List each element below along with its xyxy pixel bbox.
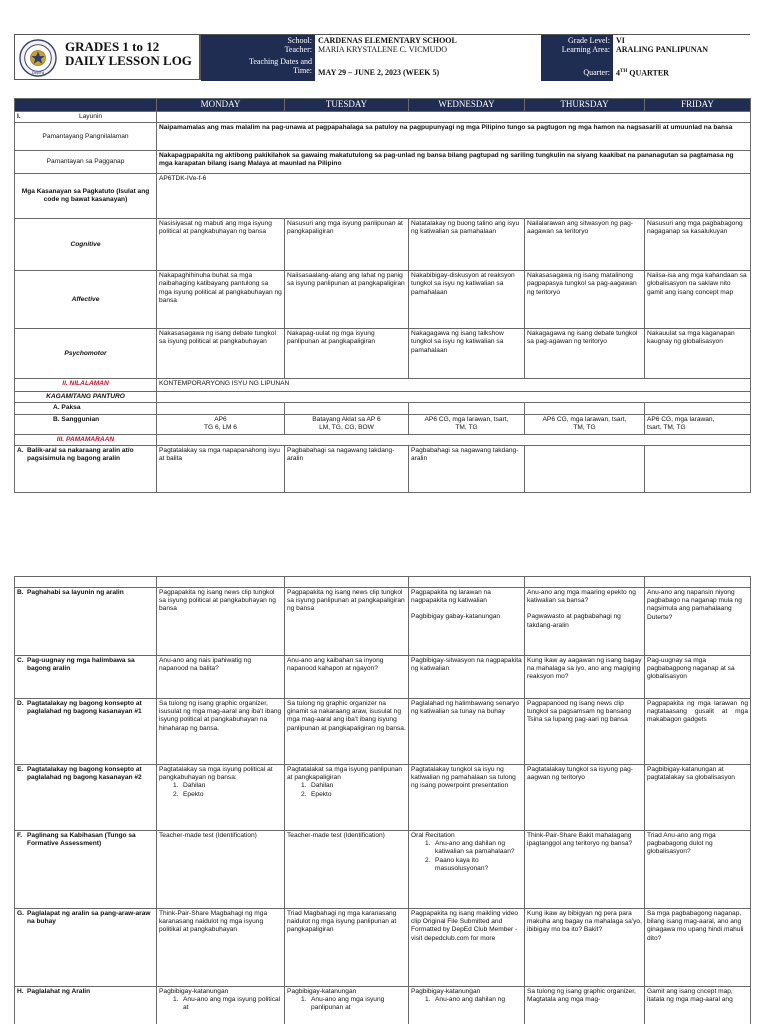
pagtatalakay-2-monday-text: Pagtatalakay sa mga isyung political at pangkabuhayan ng bansa: [159, 766, 273, 782]
row-affective [15, 271, 751, 329]
balik-aral-thursday [525, 445, 645, 492]
row-pamantayang-pangnilalaman [15, 123, 751, 151]
kasanayan-code: AP6TDK-IVe-f-6 [157, 174, 751, 219]
row-psychomotor [15, 329, 751, 379]
pagtatalakay-2-monday-list [173, 782, 282, 798]
row-pag-uugnay [15, 656, 751, 699]
affective-tuesday: Naiisasaalang-alang ang lahat ng panig sa isyung panlipunan at pangkapaligiran [285, 271, 409, 329]
list-item-text: Paano kaya ito masusolusyonan? [435, 856, 489, 872]
layunin-num: I. [17, 113, 21, 120]
dates-label [201, 55, 315, 81]
pagtatalakay-2-text: Pagtatalakay ng bagong konsepto at paglalahad ng bagong kasanayan #2 [27, 766, 142, 782]
deped-seal-icon [19, 39, 57, 77]
list-item: 2. Paano kaya ito masusolusyonan? [425, 856, 489, 872]
balik-aral-wednesday: Pagbabahagi sa nagawang takdang-aralin [409, 445, 525, 492]
paghahabi-thursday-b: Pagwawasto at pagbabahagi ng takdang-aralin [527, 613, 621, 629]
area-value: ARALING PANLIPUNAN [613, 44, 751, 55]
balik-aral-text: Balik-aral sa nakaraang aralin at/o pagsisimula ng bagong aralin [27, 446, 134, 463]
page2-top-row [15, 577, 751, 588]
cognitive-thursday: Nailalarawan ang sitwasyon ng pag-aagawan sa teritoryo [525, 219, 645, 271]
pagtatalakay-1-monday: Sa tulong ng isang graphic organizer, isusulat ng mga mag-aaral ang iba't ibang isyung political at pangkabuhayan na hinaharap ng bansa. [157, 699, 285, 765]
page2-top-cell-4 [525, 577, 645, 588]
sanggunian-label: B. Sanggunian [15, 414, 157, 434]
sanggunian-wednesday-l1: AP6 CG, mga larawan, tsart, [424, 415, 509, 423]
cognitive-wednesday: Natatalakay ng buong talino ang isyu ng katiwalian sa pamahalaan [409, 219, 525, 271]
day-thursday: THURSDAY [525, 99, 645, 112]
pamantayang-pangnilalaman-text: Naipamamalas ang mas malalim na pag-unawa at pagpapahalaga sa patuloy na pagpupunyagi ng mga Pilipino tungo sa pagtugon ng mga hamon na nagsasarili at umuunlad na bansa [157, 123, 751, 151]
sanggunian-friday [645, 414, 751, 434]
list-item: 1. Anu-ano ang dahilan ng [425, 996, 506, 1004]
sanggunian-monday [157, 414, 285, 434]
area-label: Learning Area: [541, 44, 613, 55]
paglalahat-tuesday [285, 987, 409, 1024]
affective-thursday: Nakasasagawa ng isang matalinong pagpapasya tungkol sa pag-aagawan ng teritoryo [525, 271, 645, 329]
list-item-text: Epekto [183, 790, 204, 798]
row-pamamaraan [15, 434, 751, 445]
affective-friday: Naiisa-isa ang mga kahandaan sa globalisasyon na saklaw nito gamit ang isang concept map [645, 271, 751, 329]
balik-aral-friday [645, 445, 751, 492]
pag-uugnay-friday: Pag-uugnay sa mga pagbabagpong naganap at sa globalisasyon [645, 656, 751, 699]
kasanayan-label: Mga Kasanayan sa Pagkatuto (Isulat ang code ng bawat kasanayan) [15, 174, 157, 219]
sanggunian-monday-l1: AP6 [214, 415, 227, 423]
sanggunian-tuesday-l2: LM, TG, CG, BOW [319, 423, 374, 431]
row-sanggunian [15, 414, 751, 434]
paksa-thursday [525, 403, 645, 414]
paglinang-monday: Teacher-made test (Identification) [157, 831, 285, 909]
row-layunin [15, 112, 751, 123]
grade-label: Grade Level: [541, 35, 613, 44]
pagtatalakay-2-label [15, 765, 157, 831]
sanggunian-thursday [525, 414, 645, 434]
list-item: 1. Anu-ano ang dahilan ng katiwalian sa pamahalaan? [425, 840, 515, 856]
sanggunian-wednesday-l2: TM, TG [455, 423, 478, 431]
list-item: 1. Anu-ano ang mga isyung panlipunan at [301, 996, 385, 1012]
pag-uugnay-text: Pag-uugnay ng mga halimbawa sa bagong aralin [27, 657, 135, 673]
paksa-tuesday [285, 403, 409, 414]
layunin-cell [15, 112, 157, 123]
paglinang-wednesday-text: Oral Recitation [411, 832, 455, 839]
psychomotor-friday: Nakauulat sa mga kaganapan kaugnay ng globalisasyon [645, 329, 751, 379]
dll-table-page1 [14, 98, 751, 493]
paglalahat-wednesday-text: Pagbibigay-katanungan [411, 988, 481, 995]
paglalahat-tuesday-text: Pagbibigay-katanungan [287, 988, 357, 995]
list-item-text: Dahilan [311, 782, 334, 790]
paglalapat-tuesday: Triad Magbahagi ng mga karanasang naidulot ng mga isyung panlipunan at pangkapaligiran [285, 909, 409, 987]
pagtatalakay-2-tuesday-list [301, 782, 406, 798]
dates-label-line2: Time: [293, 66, 312, 75]
nilalaman-text: KONTEMPORARYONG ISYU NG LIPUNAN [157, 379, 751, 392]
pagtatalakay-1-label [15, 699, 157, 765]
pag-uugnay-wednesday: Pagbibigay-sitwasyon na nagpapakita ng katiwalian [409, 656, 525, 699]
paglalapat-text: Paglalapat ng aralin sa pang-araw-araw na buhay [27, 910, 151, 926]
pagtatalakay-2-tuesday [285, 765, 409, 831]
paglalapat-monday: Think-Pair-Share Magbahagi ng mga karanasang naidulot ng mga isyung politikal at pangkabuhayan [157, 909, 285, 987]
pagtatalakay-1-letter: D. [17, 700, 24, 707]
paghahabi-thursday-a: Anu-ano ang mga maaring epekto ng katiwalian sa bansa? [527, 589, 636, 605]
list-item-text: Anu-ano ang dahilan ng [435, 996, 506, 1004]
row-paglalahat [15, 987, 751, 1024]
row-pamantayan-pagganap [15, 151, 751, 174]
kagamitan-label: KAGAMITANG PANTURO [15, 392, 157, 403]
row-paglalapat [15, 909, 751, 987]
paglalahat-monday-text: Pagbibigay-katanungan [159, 988, 229, 995]
pagtatalakay-2-tuesday-text: Pagtatalakat sa mga isyung panlipunan at pangkapaligiran [287, 766, 403, 782]
pagtatalakay-1-thursday: Pagpapanood ng isang news clip tungkol sa pagsamsam ng bansang Tsina sa lupang pag-aari ng bansa [525, 699, 645, 765]
paglalahat-monday-list [173, 996, 282, 1012]
pag-uugnay-letter: C. [17, 657, 24, 664]
page2-top-cell-3 [409, 577, 525, 588]
row-pagtatalakay-1 [15, 699, 751, 765]
paglalapat-wednesday: Pagpapakita ng isang maikling video clip Original File Submitted and Formatted by DepEd Club Member - visit depedclub.com for more [409, 909, 525, 987]
sanggunian-friday-l2: tsart, TM, TG [647, 423, 686, 431]
paglalahat-tuesday-list [301, 996, 406, 1012]
paglinang-thursday: Think-Pair-Share Bakit mahalagang ipagtanggol ang teritoryo ng bansa? [525, 831, 645, 909]
balik-aral-label [15, 445, 157, 492]
paglalahat-letter: H. [17, 988, 24, 995]
pagtatalakay-2-letter: E. [17, 766, 24, 773]
teacher-label: Teacher: [201, 44, 315, 55]
psychomotor-label: Psychomotor [15, 329, 157, 379]
psychomotor-wednesday: Nakagagawa ng isang talkshow tungkol sa isyu ng katiwalian sa pamahalaan [409, 329, 525, 379]
paglinang-letter: F. [17, 832, 23, 839]
quarter-label: Quarter: [541, 55, 613, 81]
pag-uugnay-monday: Anu-ano ang nais ipahiwatig ng napanood na balita? [157, 656, 285, 699]
days-header-row [15, 99, 751, 112]
sanggunian-tuesday [285, 414, 409, 434]
paglinang-friday: Triad Anu-ano ang mga pagbabagong dulot ng globalisasyon? [645, 831, 751, 909]
paghahabi-monday: Pagpapakita ng isang news clip tungkol sa isyung political at pangkabuhayan ng bansa [157, 588, 285, 656]
quarter-sup: TH [620, 69, 628, 74]
dates-value: MAY 29 – JUNE 2, 2023 (WEEK 5) [315, 55, 541, 81]
dll-header [14, 34, 750, 80]
row-cognitive [15, 219, 751, 271]
list-item: 2. Epekto [173, 790, 204, 798]
header-info [200, 34, 750, 80]
corner-cell [15, 99, 157, 112]
dates-label-line1: Teaching Dates and [249, 57, 312, 66]
svg-text:DepEd: DepEd [31, 70, 45, 76]
day-friday: FRIDAY [645, 99, 751, 112]
paglalapat-friday: Sa mga pagbabagong naganap, bilang isang mag-aaral, ano ang ginagawa mo upang hindi mahuli dito? [645, 909, 751, 987]
sanggunian-wednesday [409, 414, 525, 434]
layunin-label: Layunin [78, 113, 103, 120]
quarter-num: 4 [616, 68, 620, 78]
layunin-span [157, 112, 751, 123]
paglinang-text: Paglinang sa Kabihasan (Tungo sa Formative Assessment) [27, 832, 136, 848]
paglalahat-wednesday-list [425, 996, 522, 1004]
paghahabi-label [15, 588, 157, 656]
paglalahat-monday [157, 987, 285, 1024]
cognitive-label: Cognitive [15, 219, 157, 271]
psychomotor-tuesday: Nakapag-uulat ng mga isyung panlipunan at pangkapaligiran [285, 329, 409, 379]
paghahabi-wednesday [409, 588, 525, 656]
day-tuesday: TUESDAY [285, 99, 409, 112]
page2-top-cell-5 [645, 577, 751, 588]
page2-top-cell-0 [15, 577, 157, 588]
sanggunian-monday-l2: TG 6, LM 6 [204, 423, 237, 431]
nilalaman-label: II. NILALAMAN [15, 379, 157, 392]
list-item: 1. Dahilan [173, 782, 206, 790]
kagamitan-span [157, 392, 751, 403]
paghahabi-letter: B. [17, 589, 24, 596]
paglalahat-wednesday [409, 987, 525, 1024]
paglalapat-label [15, 909, 157, 987]
school-label: School: [201, 35, 315, 44]
pagtatalakay-1-wednesday: Paglalahad ng halimbawang senaryo ng katiwalian sa tunay na buhay [409, 699, 525, 765]
day-wednesday: WEDNESDAY [409, 99, 525, 112]
list-item-text: Anu-ano ang mga isyung political at [183, 996, 281, 1012]
list-item-text: Epekto [311, 790, 332, 798]
row-kasanayan [15, 174, 751, 219]
pag-uugnay-label [15, 656, 157, 699]
paghahabi-wednesday-b: Pagbibigay gabay-katanungan [411, 613, 501, 621]
row-balik-aral [15, 445, 751, 492]
log-title [65, 40, 192, 68]
page2-top-cell-1 [157, 577, 285, 588]
paglalahat-text: Paglalahat ng Aralin [27, 988, 91, 995]
pag-uugnay-thursday: Kung ikaw ay aagawan ng isang bagay na mahalaga sa iyo, ano ang magiging reaksyon mo? [525, 656, 645, 699]
paglalahat-label [15, 987, 157, 1024]
dll-table-page2 [14, 576, 751, 1024]
log-title-line2: DAILY LESSON LOG [65, 53, 192, 68]
list-item: 1. Anu-ano ang mga isyung political at [173, 996, 281, 1012]
sanggunian-thursday-l1: AP6 CG, mga larawan, tsart, [542, 415, 627, 423]
paghahabi-wednesday-a: Pagpapakita ng larawan na nagpapakita ng katiwalian [411, 589, 491, 605]
list-item: 2. Epekto [301, 790, 332, 798]
sanggunian-tuesday-l1: Batayang Aklat sa AP 6 [312, 415, 381, 423]
psychomotor-monday: Nakasasagawa ng isang debate tungkol sa isyung political at pangkabuhayan [157, 329, 285, 379]
quarter-word: QUARTER [627, 68, 669, 78]
pagtatalakay-1-friday: Pagpapakita ng mga larawan ng nagtataasang gusalit at mga makabagon gadgets [645, 699, 751, 765]
row-nilalaman [15, 379, 751, 392]
cognitive-friday: Nasusuri ang mga pagbabagong nagaganap sa kasalukuyan [645, 219, 751, 271]
pagtatalakay-2-wednesday: Pagtatalakay tungkol sa isyu ng katiwalian ng pamahalaan sa tulong ng isang powerpoint presentation [409, 765, 525, 831]
pamantayan-pagganap-label: Pamantayan sa Pagganap [15, 151, 157, 174]
paglinang-wednesday [409, 831, 525, 909]
pamantayan-pagganap-text: Nakapagpapakita ng aktibong pakikilahok sa gawaing makatutulong sa pag-unlad ng bansa bilang pagtupad ng sariling tungkulin na siyang kaakibat na pananagutan sa pagtamasa ng mga karapatan bilang isang Malaya at maunlad na Pilipino [157, 151, 751, 174]
page2-top-cell-2 [285, 577, 409, 588]
school-value: CARDENAS ELEMENTARY SCHOOL [315, 35, 541, 44]
row-pagtatalakay-2 [15, 765, 751, 831]
grade-value: VI [613, 35, 751, 44]
balik-aral-tuesday: Pagbabahagi sa nagawang takdang-aralin [285, 445, 409, 492]
row-kagamitan [15, 392, 751, 403]
pag-uugnay-tuesday: Anu-ano ang kaibahan sa inyong napanood kahapon at ngayon? [285, 656, 409, 699]
sanggunian-thursday-l2: TM, TG [573, 423, 596, 431]
quarter-value [613, 55, 751, 81]
affective-wednesday: Nakabibigay-diskusyon at reaksyon tungkol sa isyu ng katiwalian sa pamahalaan [409, 271, 525, 329]
log-title-line1: GRADES 1 to 12 [65, 39, 160, 54]
balik-aral-monday: Pagtatalakay sa mga napapanahong isyu at balita [157, 445, 285, 492]
paglinang-tuesday: Teacher-made test (Identification) [285, 831, 409, 909]
paksa-label: A. Paksa [15, 403, 157, 414]
cognitive-tuesday: Nasusuri ang mga isyung panlipunan at pangkapaligiran [285, 219, 409, 271]
paksa-friday [645, 403, 751, 414]
sanggunian-friday-l1: AP6 CG, mga larawan, [647, 415, 715, 423]
list-item-text: Anu-ano ang dahilan ng katiwalian sa pamahalaan? [435, 840, 515, 856]
paksa-monday [157, 403, 285, 414]
pamantayang-pangnilalaman-label: Pamantayang Pangnilalaman [15, 123, 157, 151]
paglinang-wednesday-list [425, 840, 522, 873]
list-item: 1. Dahilan [301, 782, 334, 790]
paglinang-label [15, 831, 157, 909]
balik-aral-letter: A. [17, 446, 24, 454]
logo-box [14, 34, 200, 80]
row-paghahabi [15, 588, 751, 656]
pagtatalakay-2-monday [157, 765, 285, 831]
cognitive-monday: Nasisiyasat ng mabuti ang mga isyung political at pangkabuhayan ng bansa [157, 219, 285, 271]
row-paksa [15, 403, 751, 414]
affective-label: Affective [15, 271, 157, 329]
pamamaraan-span [157, 434, 751, 445]
paglalahat-thursday: Sa tulong ng isang graphic organizer, Magtatala ang mga mag- [525, 987, 645, 1024]
paghahabi-thursday [525, 588, 645, 656]
pagtatalakay-1-tuesday: Sa tulong ng graphic organizer na ginamit sa nakaraang araw, isusulat ng mga mag-aaral ang iba't ibang isyung panlipunan at pangkapaligiran ng bansa. [285, 699, 409, 765]
psychomotor-thursday: Nakagagawa ng isang debate tungkol sa pag-agawan ng teritoryo [525, 329, 645, 379]
paksa-wednesday [409, 403, 525, 414]
paglalapat-letter: G. [17, 910, 24, 917]
paglalahat-friday: Gamit ang isang cncept map, itatala ng mga mag-aaral ang [645, 987, 751, 1024]
teacher-value: MARIA KRYSTALENE C. VICMUDO [315, 44, 541, 55]
pagtatalakay-1-text: Pagtatalakay ng bagong konsepto at paglalahad ng bagong kasanayan #1 [27, 700, 142, 716]
paglalapat-thursday: Kung ikaw ay bibigyan ng pera para makuha ang bagay na mahalaga sa'yo, ibibigay mo ba ito? Bakit? [525, 909, 645, 987]
pagtatalakay-2-friday: Pagbibigay-katanungan at pagtatalakay sa globalisasyon [645, 765, 751, 831]
pamamaraan-label: III. PAMAMARAAN [15, 434, 157, 445]
pagtatalakay-2-thursday: Pagtatalakay tungkol sa isyung pag-aagwan ng teritoryo [525, 765, 645, 831]
list-item-text: Dahilan [183, 782, 206, 790]
paghahabi-friday: Anu-ano ang napansin niyong pagbabago na naganap mula ng nagsimula ang pamahalaang Duterte? [645, 588, 751, 656]
paghahabi-text: Paghahabi sa layunin ng aralin [27, 589, 124, 596]
affective-monday: Nakapaghihinuha buhat sa mga naibahaging katibayang pantulong sa mga isyung political at pangkabuhayan ng bansa [157, 271, 285, 329]
list-item-text: Anu-ano ang mga isyung panlipunan at [311, 996, 385, 1012]
paghahabi-tuesday: Pagpapakita ng isang news clip tungkol sa isyung panlipunan at pangkapaligiran ng bansa [285, 588, 409, 656]
day-monday: MONDAY [157, 99, 285, 112]
row-paglinang [15, 831, 751, 909]
